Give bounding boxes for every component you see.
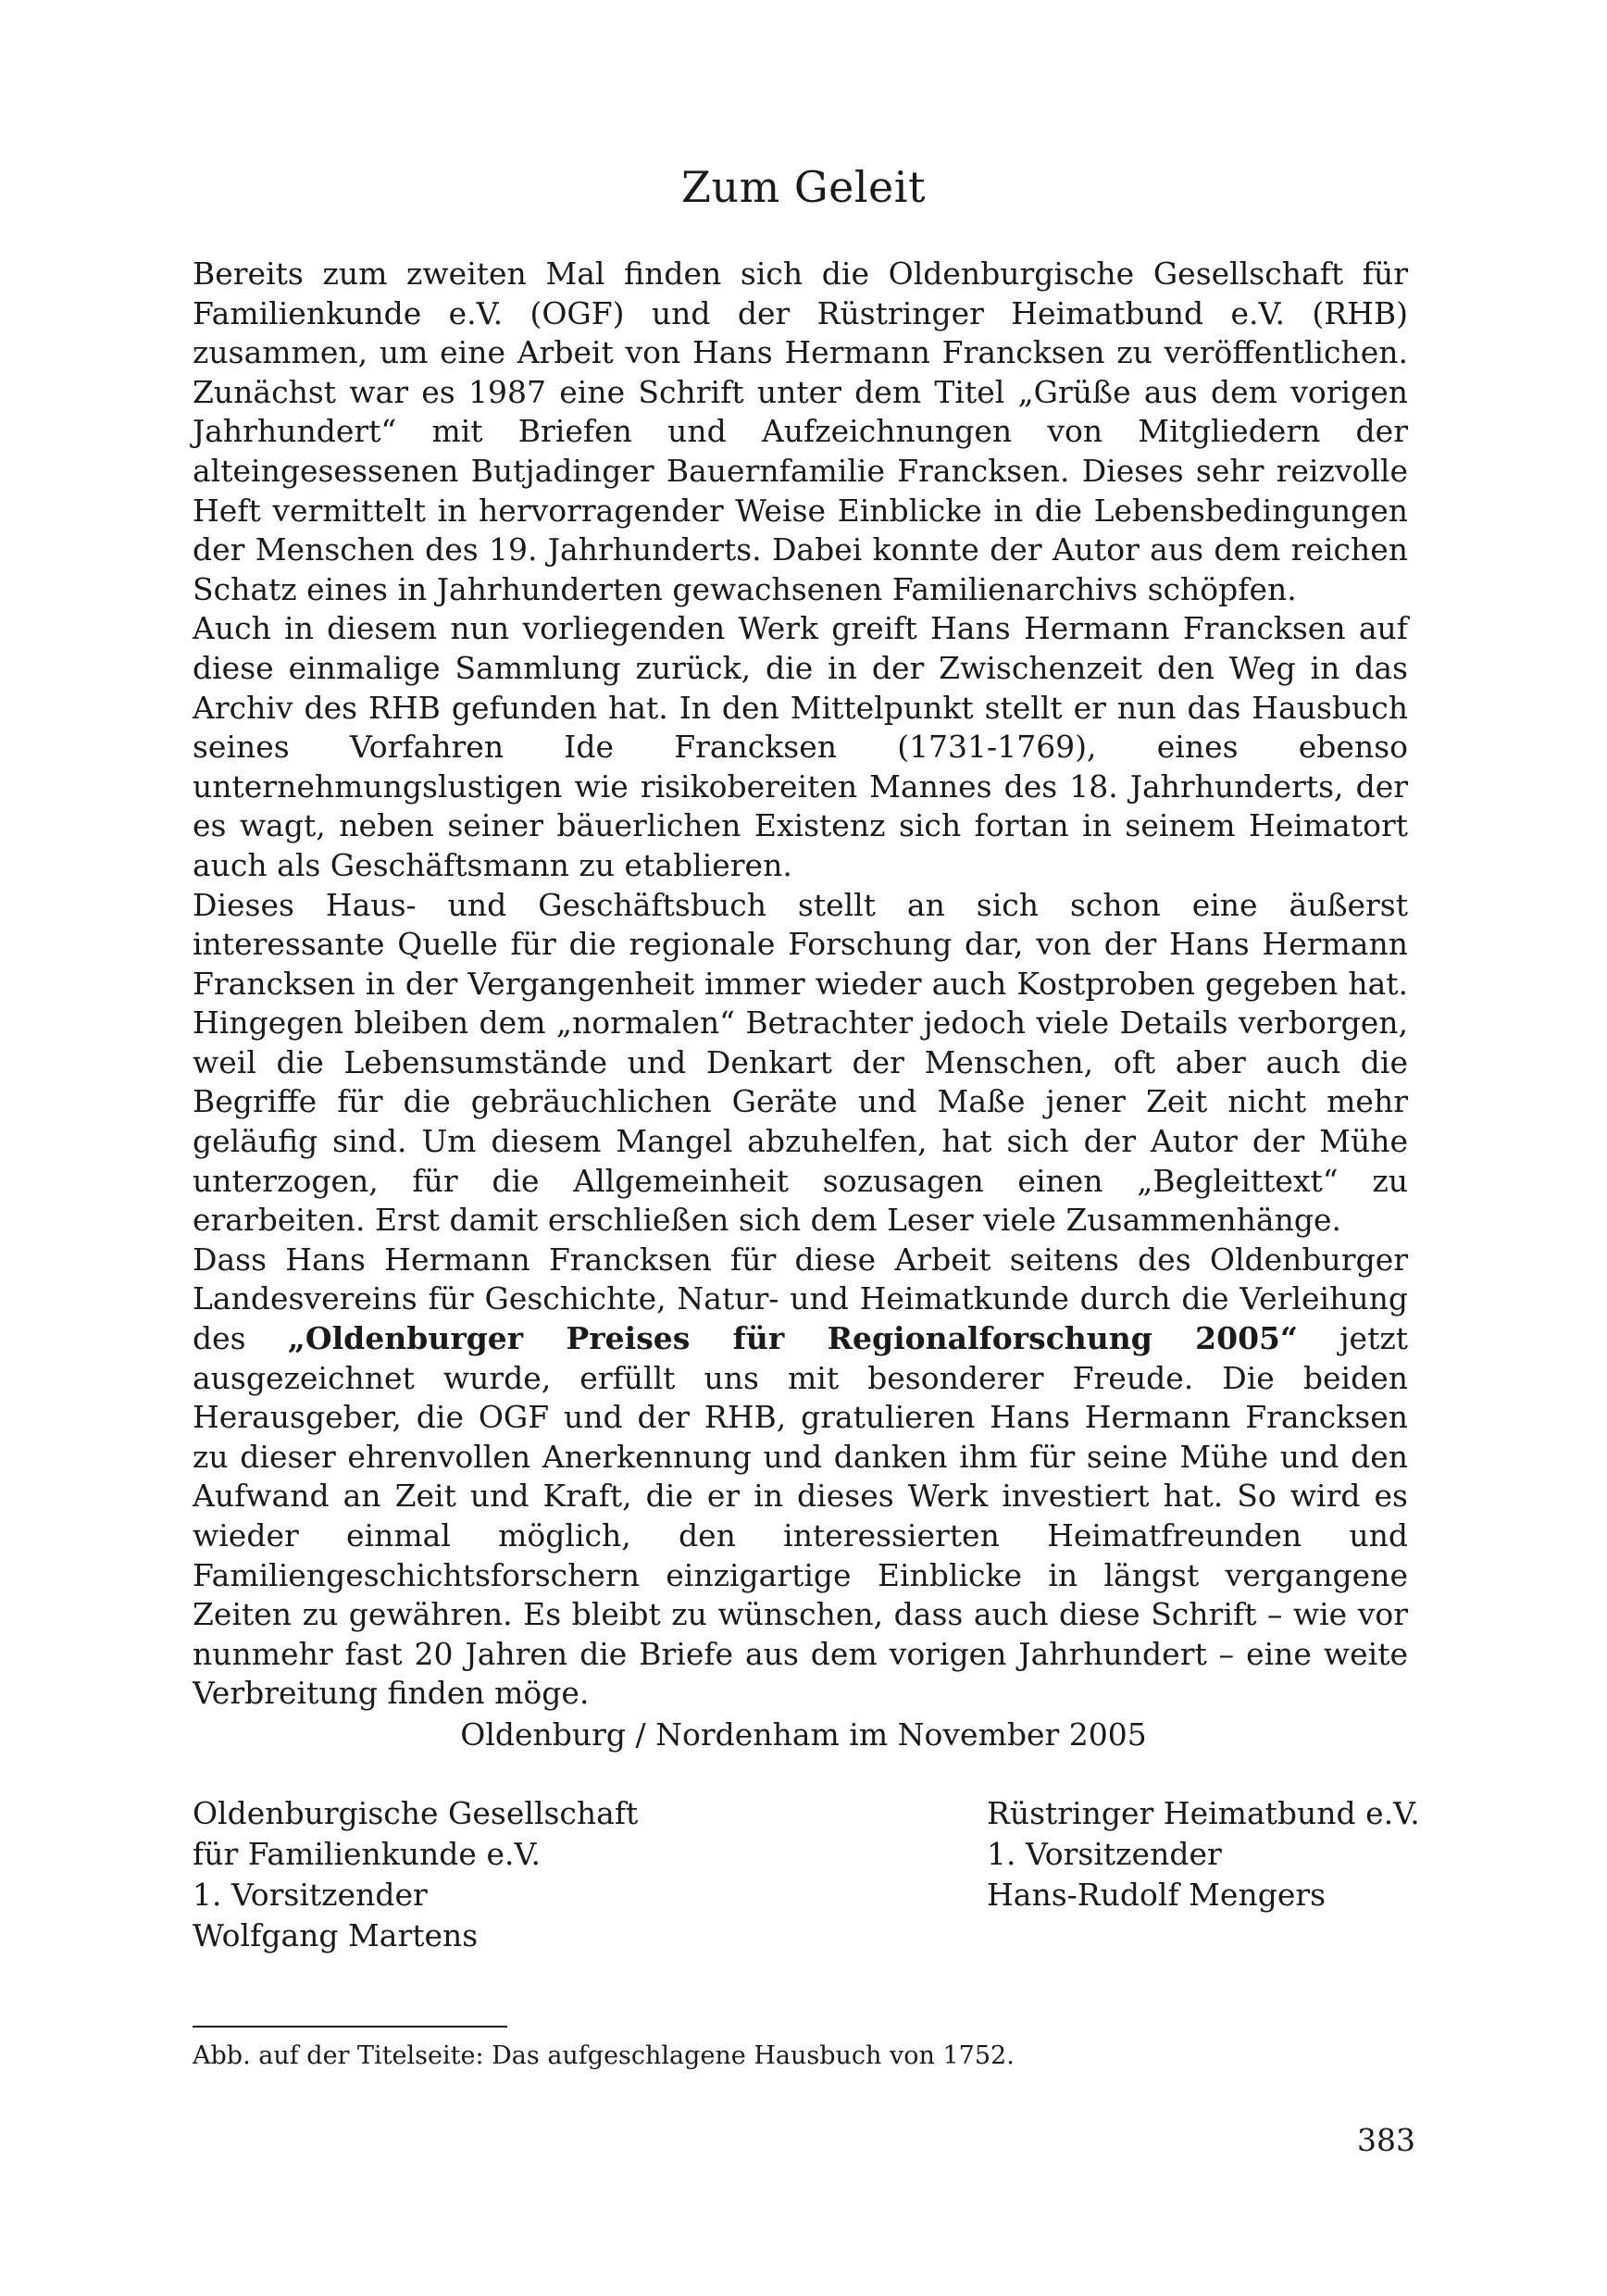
paragraph-intro	[193, 255, 1408, 609]
paragraph-award-text-end: jetzt ausgezeichnet wurde, erfüllt uns mit besonderer Freude. Die beiden Herausgeber, die OGF und der RHB, gratulieren Hans Hermann Francksen zu dieser ehrenvollen Anerkennung und danken ihm für seine Mühe und den Aufwand an Zeit und Kraft, die er in dieses Werk investiert hat. So wird es wieder einmal möglich, den interessierten Heimatfreunden und Familiengeschichtsforschern einzigartige Einblicke in längst vergangene Zeiten zu gewähren. Es bleibt zu wünschen, dass auch diese Schrift – wie vor nunmehr fast 20 Jahren die Briefe aus dem vorigen Jahrhundert – eine weite Verbreitung finden möge.	[193, 1320, 1408, 1712]
body-text	[193, 255, 1408, 1714]
signature-left-role: 1. Vorsitzender	[193, 1877, 428, 1913]
place-date: Oldenburg / Nordenham im November 2005	[460, 1716, 1147, 1753]
signature-right-role: 1. Vorsitzender	[987, 1836, 1222, 1872]
paragraph-source	[193, 886, 1408, 1241]
signature-right-organization: Rüstringer Heimatbund e.V.	[987, 1795, 1420, 1831]
page-number: 383	[1357, 2122, 1415, 2158]
footnote-rule	[193, 2026, 507, 2028]
paragraph-intro-text: Bereits zum zweiten Mal finden sich die Oldenburgische Gesellschaft für Familienkunde e.V. (OGF) und der Rüstringer Heimatbund e.V. (RHB) zusammen, um eine Arbeit von Hans Hermann Francksen zu veröffentlichen. Zunächst war es 1987 eine Schrift unter dem Titel „Grüße aus dem vorigen Jahrhundert“ mit Briefen und Aufzeichnungen von Mitgliedern der alteingesessenen Butjadinger Bauernfamilie Francksen. Dieses sehr reizvolle Heft vermittelt in hervorragender Weise Einblicke in die Lebensbedingungen der Menschen des 19. Jahrhunderts. Dabei konnte der Autor aus dem reichen Schatz eines in Jahrhunderten gewachsenen Familienarchivs schöpfen.	[193, 256, 1408, 607]
paragraph-award	[193, 1241, 1408, 1714]
paragraph-source-text: Dieses Haus- und Geschäftsbuch stellt an sich schon eine äußerst interessante Quelle für die regionale Forschung dar, von der Hans Hermann Francksen in der Vergangenheit immer wieder auch Kostproben gegeben hat. Hingegen bleiben dem „normalen“ Betrachter jedoch viele Details verborgen, weil die Lebensumstände und Denkart der Menschen, oft aber auch die Begriffe für die gebräuchlichen Geräte und Maße jener Zeit nicht mehr geläufig sind. Um diesem Mangel abzuhelfen, hat sich der Autor der Mühe unterzogen, für die Allgemeinheit sozusagen einen „Begleittext“ zu erarbeiten. Erst damit erschließen sich dem Leser viele Zusammenhänge.	[193, 886, 1408, 1239]
paragraph-collection-text: Auch in diesem nun vorliegenden Werk greift Hans Hermann Francksen auf diese einmalige Sammlung zurück, die in der Zwischenzeit den Weg in das Archiv des RHB gefunden hat. In den Mittelpunkt stellt er nun das Hausbuch seines Vorfahren Ide Francksen (1731-1769), eines ebenso unternehmungslustigen wie risikobereiten Mannes des 18. Jahrhunderts, der es wagt, neben seiner bäuerlichen Existenz sich fortan in seinem Heimatort auch als Geschäftsmann zu etablieren.	[193, 610, 1408, 883]
page-title: Zum Geleit	[681, 162, 926, 212]
signature-left-name: Wolfgang Martens	[193, 1917, 479, 1953]
signature-left	[193, 1793, 638, 1956]
paragraph-award-text-start: Dass Hans Hermann Francksen für diese Arbeit seitens des Oldenburger Landesvereins für Geschichte, Natur- und Heimatkunde durch die Verleihung des	[193, 1241, 1408, 1357]
signature-right	[987, 1793, 1420, 1915]
award-name: „Oldenburger Preises für Regionalforschung 2005“	[287, 1320, 1298, 1357]
paragraph-collection	[193, 609, 1408, 885]
footnote: Abb. auf der Titelseite: Das aufgeschlagene Hausbuch von 1752.	[193, 2041, 1015, 2070]
signature-left-organization: Oldenburgische Gesellschaft	[193, 1795, 639, 1831]
signature-left-organization-cont: für Familienkunde e.V.	[193, 1836, 542, 1872]
signature-right-name: Hans-Rudolf Mengers	[987, 1877, 1327, 1913]
